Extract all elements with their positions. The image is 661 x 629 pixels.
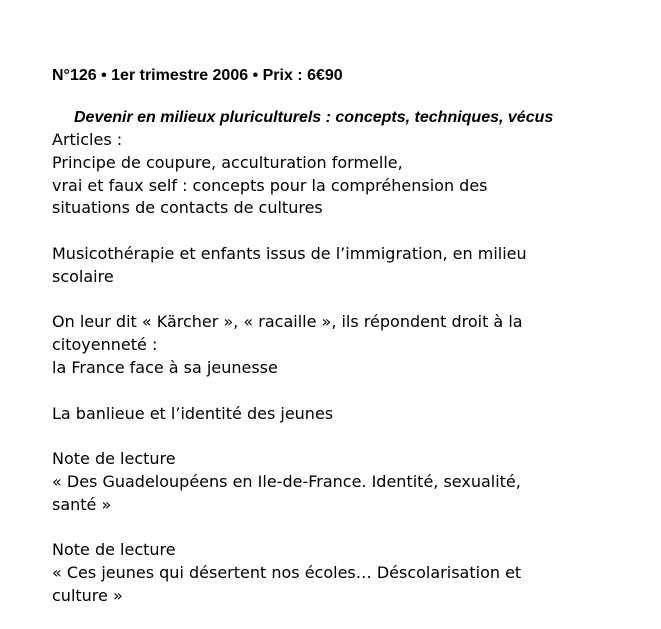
issue-header: N°126 • 1er trimestre 2006 • Prix : 6€90 <box>52 67 343 84</box>
article-line: « Des Guadeloupéens en Ile-de-France. Identité, sexualité, <box>52 471 521 491</box>
spacer <box>52 425 652 448</box>
spacer <box>52 380 652 403</box>
articles-label: Articles : <box>52 130 123 149</box>
spacer <box>52 517 652 540</box>
article-2 <box>52 243 652 289</box>
issue-theme: Devenir en milieux pluriculturels : concepts, techniques, vécus <box>74 109 554 126</box>
spacer <box>52 289 652 312</box>
spacer <box>52 220 652 243</box>
article-line: « Ces jeunes qui désertent nos écoles… Déscolarisation et <box>52 563 522 583</box>
article-line: scolaire <box>52 266 114 286</box>
article-line: La banlieue et l’identité des jeunes <box>52 403 334 423</box>
article-line: citoyenneté : <box>52 335 158 355</box>
article-4 <box>52 403 652 426</box>
article-line: la France face à sa jeunesse <box>52 357 278 377</box>
article-line: vrai et faux self : concepts pour la compréhension des <box>52 175 488 195</box>
article-line: santé » <box>52 494 112 514</box>
article-line: situations de contacts de cultures <box>52 198 323 218</box>
articles-list <box>52 129 652 608</box>
article-line: Note de lecture <box>52 449 176 469</box>
article-line: Note de lecture <box>52 540 176 560</box>
article-5 <box>52 448 652 516</box>
article-line: Principe de coupure, acculturation formelle, <box>52 152 403 172</box>
article-line: culture » <box>52 585 123 605</box>
article-6 <box>52 539 652 607</box>
article-3 <box>52 311 652 379</box>
article-line: Musicothérapie et enfants issus de l’immigration, en milieu <box>52 243 527 263</box>
article-line: On leur dit « Kärcher », « racaille », ils répondent droit à la <box>52 312 523 332</box>
article-1 <box>52 152 652 220</box>
